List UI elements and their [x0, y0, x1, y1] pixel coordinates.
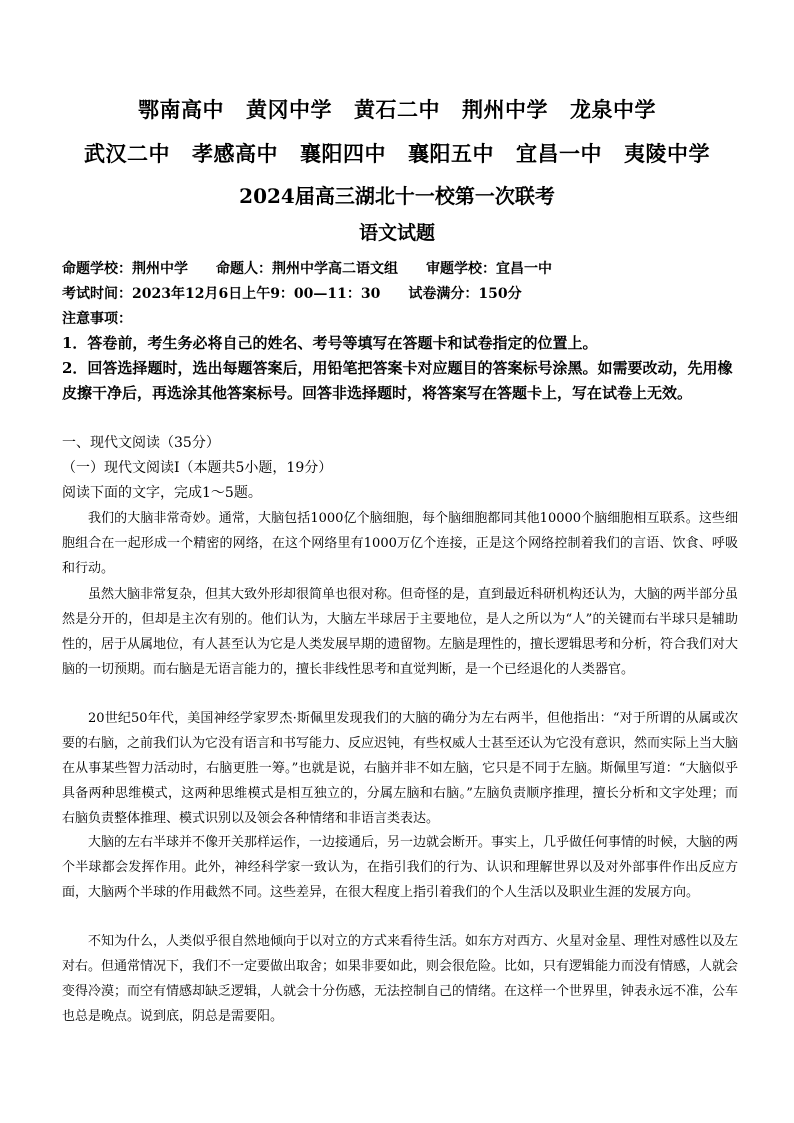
subject-title: 语文试题 — [358, 222, 435, 244]
school-name: 荆州中学 — [462, 97, 548, 122]
exam-meta-row-2 — [62, 283, 522, 303]
schools-row-1 — [0, 94, 794, 124]
section-heading: 一、现代文阅读（35分） — [62, 435, 220, 451]
passage-paragraph: 20世纪50年代，美国神经学家罗杰·斯佩里发现我们的大脑的确分为左右两半，但他指出：“对于所谓的从属或次要的右脑，之前我们认为它没有语言和书写能力、反应迟钝，有些权威人士甚至还认为它没有意识，然而实际上当大脑在从事某些智力活动时，右脑更胜一筹。”也就是说，右脑并非不如左脑，它只是不同于左脑。斯佩里写道：“大脑似乎具备两种思维模式，这两种思维模式是相互独立的，分属左脑和右脑。”左脑负责顺序推理，擅长分析和文字处理；而右脑负责整体推理、模式识别以及领会各种情绪和非语言类表达。 — [62, 711, 739, 826]
passage-paragraph: 我们的大脑非常奇妙。通常，大脑包括1000亿个脑细胞，每个脑细胞都同其他10000个脑细胞相互联系。这些细胞组合在一起形成一个精密的网络，在这个网络里有1000万亿个连接，正是这个网络控制着我们的言语、饮食、呼吸和行动。 — [62, 511, 738, 576]
exam-time: 考试时间：2023年12月6日上午9：00—11：30 — [62, 286, 381, 302]
school-name: 襄阳四中 — [300, 141, 386, 166]
school-name: 宜昌一中 — [516, 141, 602, 166]
question-author: 命题人：荆州中学高二语文组 — [216, 261, 398, 277]
school-name: 襄阳五中 — [408, 141, 494, 166]
exam-meta-row-1 — [62, 258, 552, 278]
exam-title: 2024届高三湖北十一校第一次联考 — [239, 184, 555, 208]
school-name: 黄冈中学 — [246, 97, 332, 122]
school-name: 孝感高中 — [192, 141, 278, 166]
school-name: 黄石二中 — [354, 97, 440, 122]
full-score: 试卷满分：150分 — [408, 286, 522, 302]
schools-row-2 — [0, 138, 794, 168]
school-name: 武汉二中 — [84, 141, 170, 166]
reading-instruction: 阅读下面的文字，完成1～5题。 — [62, 485, 262, 501]
notice-heading: 注意事项： — [62, 311, 132, 327]
school-name: 夷陵中学 — [624, 141, 710, 166]
passage-paragraph: 虽然大脑非常复杂，但其大致外形却很简单也很对称。但奇怪的是，直到最近科研机构还认为，大脑的两半部分虽然是分开的，但却是主次有别的。他们认为，大脑左半球居于主要地位，是人之所以为“人”的关键而右半球只是辅助性的，居于从属地位，有人甚至认为它是人类发展早期的遗留物。左脑是理性的，擅长逻辑思考和分析，符合我们对大脑的一切预期。而右脑是无语言能力的，擅长非线性思考和直觉判断，是一个已经退化的人类器官。 — [62, 587, 739, 677]
passage-paragraph: 不知为什么，人类似乎很自然地倾向于以对立的方式来看待生活。如东方对西方、火星对金星、理性对感性以及左对右。但通常情况下，我们不一定要做出取舍；如果非要如此，则会很危险。比如，只有逻辑能力而没有情感，人就会变得冷漠；而空有情感却缺乏逻辑，人就会十分伤感，无法控制自己的情绪。在这样一个世界里，钟表永远不准，公车也总是晚点。说到底，阴总是需要阳。 — [62, 934, 739, 1024]
notice-item: 1．答卷前，考生务必将自己的姓名、考号等填写在答题卡和试卷指定的位置上。 — [62, 334, 598, 352]
subsection-heading: （一）现代文阅读Ⅰ（本题共5小题，19分） — [62, 460, 333, 476]
proposing-school: 命题学校：荆州中学 — [62, 261, 188, 277]
reviewing-school: 审题学校：宜昌一中 — [426, 261, 552, 277]
notice-item: 2．回答选择题时，选出每题答案后，用铅笔把答案卡对应题目的答案标号涂黑。如需要改动，先用橡皮擦干净后，再选涂其他答案标号。回答非选择题时，将答案写在答题卡上，写在试卷上无效。 — [62, 359, 733, 402]
school-name: 鄂南高中 — [138, 97, 224, 122]
passage-paragraph: 大脑的左右半球并不像开关那样运作，一边接通后，另一边就会断开。事实上，几乎做任何事情的时候，大脑的两个半球都会发挥作用。此外，神经科学家一致认为，在指引我们的行为、认识和理解世界以及对外部事件作出反应方面，大脑两个半球的作用截然不同。这些差异，在很大程度上指引着我们的个人生活以及职业生涯的发展方向。 — [62, 835, 739, 900]
school-name: 龙泉中学 — [570, 97, 656, 122]
